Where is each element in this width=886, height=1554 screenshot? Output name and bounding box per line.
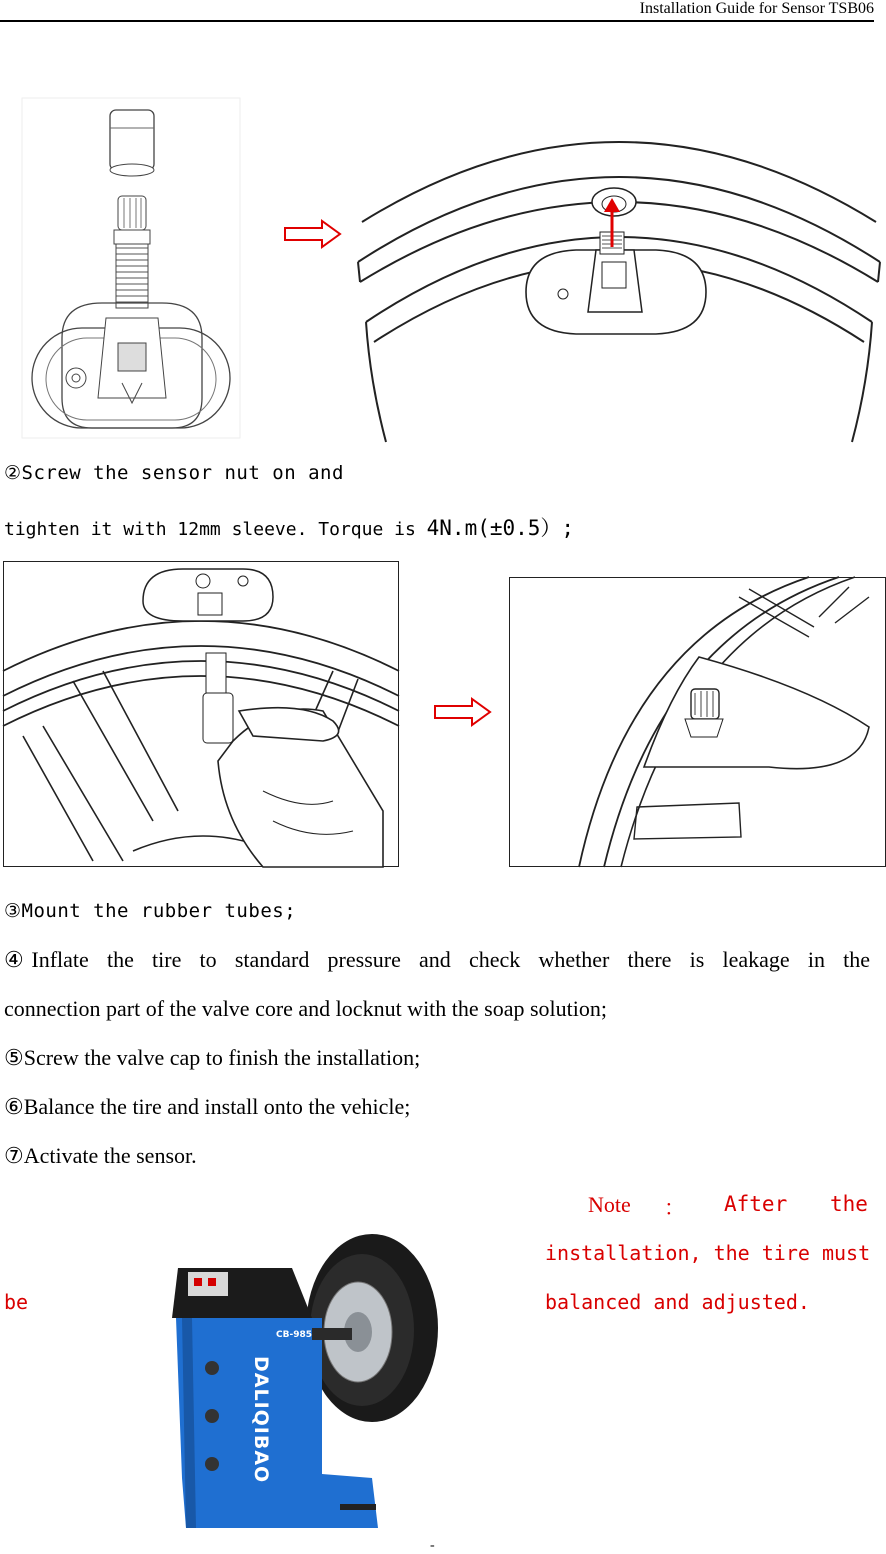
arrow-right-icon	[284, 220, 342, 248]
step-5: ⑤Screw the valve cap to finish the installation;	[4, 1045, 421, 1070]
sensor-mounted-rim-illustration	[356, 82, 882, 484]
sensor-exploded-illustration	[22, 98, 240, 438]
hand-tightening-nut-illustration	[3, 561, 399, 867]
note-colon: ：	[664, 1196, 685, 1220]
arrow-right-icon	[434, 698, 492, 726]
step-2-text: tighten it with 12mm sleeve. Torque is	[4, 519, 427, 540]
note-line-2: installation, the tire must	[545, 1241, 871, 1265]
note-the: the	[830, 1192, 868, 1216]
page-header	[0, 0, 874, 22]
wheel-balancer-illustration	[172, 1228, 440, 1532]
step-4-line-2: connection part of the valve core and locknut with the soap solution;	[4, 996, 608, 1021]
header-title: Installation Guide for Sensor TSB06	[639, 0, 874, 17]
note-line-3: balanced and adjusted.	[545, 1290, 810, 1314]
machine-model: CB-985	[276, 1330, 312, 1340]
step-2-torque: 4N.m(±0.5）;	[426, 516, 575, 540]
note-label: Note	[588, 1192, 631, 1217]
step-2-line-1: ②Screw the sensor nut on and	[4, 462, 344, 484]
machine-brand: DALIQIBAO	[250, 1356, 272, 1484]
note-be: be	[4, 1290, 29, 1314]
valve-installed-wheel-illustration	[509, 577, 886, 867]
step-3: ③Mount the rubber tubes;	[4, 900, 297, 922]
step-2-line-2	[4, 512, 574, 542]
step-6: ⑥Balance the tire and install onto the vehicle;	[4, 1094, 411, 1119]
step-7: ⑦Activate the sensor.	[4, 1143, 197, 1168]
note-after: After	[724, 1192, 788, 1216]
step-4-line-1: ④Inflate the tire to standard pressure and check whether there is leakage in the	[4, 947, 870, 972]
page-footer-mark: -	[430, 1538, 435, 1553]
